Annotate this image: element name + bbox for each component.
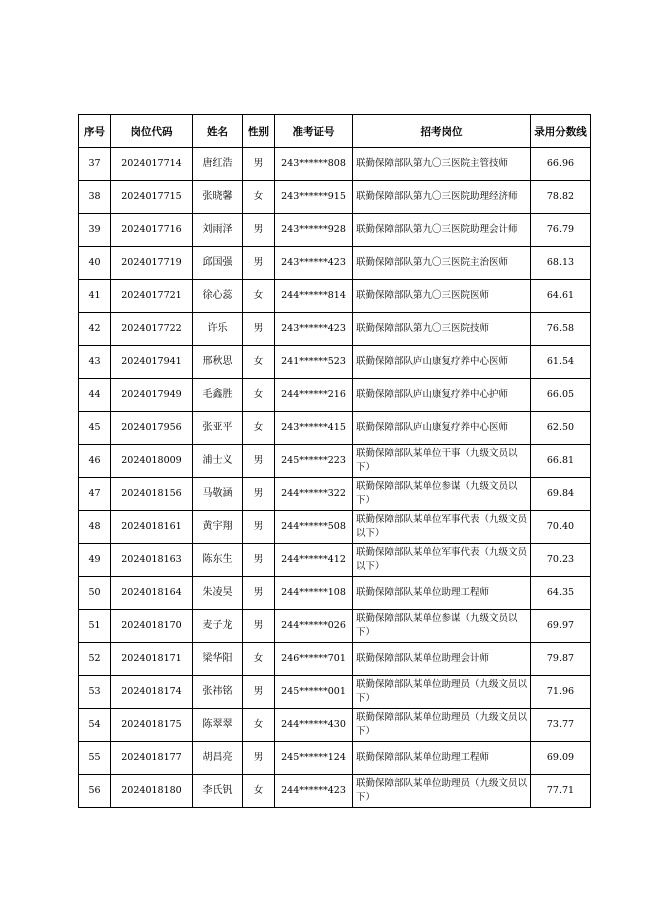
cell-exam-id: 244******508: [275, 511, 353, 544]
table-row: [79, 346, 591, 379]
cell-score: 64.61: [531, 280, 591, 313]
table-row: [79, 577, 591, 610]
cell-gender: 男: [243, 676, 275, 709]
cell-post: 联勤保障部队某单位助理员（九级文员以下）: [353, 709, 531, 742]
cell-post: 联勤保障部队某单位助理会计师: [353, 643, 531, 676]
cell-seq: 47: [79, 478, 111, 511]
cell-name: 浦士义: [193, 445, 243, 478]
table-row: [79, 610, 591, 643]
table-row: [79, 412, 591, 445]
cell-gender: 女: [243, 181, 275, 214]
cell-gender: 女: [243, 775, 275, 808]
cell-seq: 49: [79, 544, 111, 577]
cell-post: 联勤保障部队庐山康复疗养中心护师: [353, 379, 531, 412]
cell-gender: 男: [243, 313, 275, 346]
cell-seq: 39: [79, 214, 111, 247]
cell-gender: 男: [243, 610, 275, 643]
results-table: [78, 114, 591, 808]
cell-name: 陈东生: [193, 544, 243, 577]
table-row: [79, 148, 591, 181]
cell-seq: 45: [79, 412, 111, 445]
cell-post-code: 2024017715: [111, 181, 193, 214]
cell-post-code: 2024018161: [111, 511, 193, 544]
cell-post-code: 2024018177: [111, 742, 193, 775]
cell-score: 69.97: [531, 610, 591, 643]
cell-score: 64.35: [531, 577, 591, 610]
table-row: [79, 742, 591, 775]
cell-name: 陈翠翠: [193, 709, 243, 742]
cell-name: 许乐: [193, 313, 243, 346]
cell-name: 李氏钒: [193, 775, 243, 808]
cell-post: 联勤保障部队某单位助理工程师: [353, 742, 531, 775]
cell-post: 联勤保障部队某单位参谋（九级文员以下）: [353, 478, 531, 511]
cell-name: 张晓馨: [193, 181, 243, 214]
header-post: 招考岗位: [353, 115, 531, 148]
cell-score: 77.71: [531, 775, 591, 808]
table-row: [79, 511, 591, 544]
cell-seq: 55: [79, 742, 111, 775]
cell-score: 68.13: [531, 247, 591, 280]
cell-exam-id: 243******423: [275, 313, 353, 346]
cell-exam-id: 243******423: [275, 247, 353, 280]
cell-post: 联勤保障部队某单位参谋（九级文员以下）: [353, 610, 531, 643]
cell-post: 联勤保障部队某单位军事代表（九级文员以下）: [353, 544, 531, 577]
cell-gender: 男: [243, 478, 275, 511]
cell-name: 黄宇翔: [193, 511, 243, 544]
cell-exam-id: 244******814: [275, 280, 353, 313]
cell-score: 66.96: [531, 148, 591, 181]
cell-exam-id: 244******108: [275, 577, 353, 610]
cell-post-code: 2024018009: [111, 445, 193, 478]
cell-seq: 52: [79, 643, 111, 676]
header-seq: 序号: [79, 115, 111, 148]
table-row: [79, 544, 591, 577]
table-row: [79, 445, 591, 478]
cell-score: 62.50: [531, 412, 591, 445]
cell-post-code: 2024018170: [111, 610, 193, 643]
cell-score: 70.40: [531, 511, 591, 544]
cell-exam-id: 243******808: [275, 148, 353, 181]
cell-post: 联勤保障部队第九〇三医院技师: [353, 313, 531, 346]
cell-name: 刘雨泽: [193, 214, 243, 247]
cell-score: 73.77: [531, 709, 591, 742]
cell-score: 71.96: [531, 676, 591, 709]
cell-gender: 男: [243, 445, 275, 478]
cell-score: 69.09: [531, 742, 591, 775]
cell-name: 张亚平: [193, 412, 243, 445]
table-row: [79, 676, 591, 709]
cell-post-code: 2024017714: [111, 148, 193, 181]
table-row: [79, 379, 591, 412]
cell-name: 胡昌亮: [193, 742, 243, 775]
cell-post: 联勤保障部队某单位助理员（九级文员以下）: [353, 775, 531, 808]
cell-score: 66.05: [531, 379, 591, 412]
cell-gender: 男: [243, 148, 275, 181]
cell-exam-id: 244******322: [275, 478, 353, 511]
cell-exam-id: 243******915: [275, 181, 353, 214]
cell-post: 联勤保障部队某单位军事代表（九级文员以下）: [353, 511, 531, 544]
cell-score: 61.54: [531, 346, 591, 379]
cell-name: 马敬涵: [193, 478, 243, 511]
cell-post: 联勤保障部队第九〇三医院主治医师: [353, 247, 531, 280]
cell-exam-id: 244******423: [275, 775, 353, 808]
cell-post-code: 2024018171: [111, 643, 193, 676]
cell-name: 毛鑫胜: [193, 379, 243, 412]
cell-exam-id: 244******216: [275, 379, 353, 412]
cell-post-code: 2024017716: [111, 214, 193, 247]
cell-post-code: 2024018163: [111, 544, 193, 577]
cell-post: 联勤保障部队庐山康复疗养中心医师: [353, 346, 531, 379]
cell-exam-id: 243******415: [275, 412, 353, 445]
cell-seq: 53: [79, 676, 111, 709]
cell-post: 联勤保障部队某单位干事（九级文员以下）: [353, 445, 531, 478]
cell-post-code: 2024018174: [111, 676, 193, 709]
cell-name: 梁华阳: [193, 643, 243, 676]
cell-post: 联勤保障部队第九〇三医院主管技师: [353, 148, 531, 181]
cell-seq: 48: [79, 511, 111, 544]
cell-exam-id: 246******701: [275, 643, 353, 676]
cell-seq: 50: [79, 577, 111, 610]
cell-gender: 男: [243, 511, 275, 544]
cell-seq: 44: [79, 379, 111, 412]
table-row: [79, 709, 591, 742]
cell-post-code: 2024017956: [111, 412, 193, 445]
cell-seq: 37: [79, 148, 111, 181]
cell-gender: 男: [243, 544, 275, 577]
cell-score: 76.79: [531, 214, 591, 247]
cell-seq: 40: [79, 247, 111, 280]
cell-post-code: 2024017719: [111, 247, 193, 280]
cell-exam-id: 244******412: [275, 544, 353, 577]
cell-post: 联勤保障部队第九〇三医院助理会计师: [353, 214, 531, 247]
cell-score: 66.81: [531, 445, 591, 478]
header-score: 录用分数线: [531, 115, 591, 148]
cell-score: 76.58: [531, 313, 591, 346]
cell-gender: 女: [243, 379, 275, 412]
cell-exam-id: 241******523: [275, 346, 353, 379]
cell-name: 麦子龙: [193, 610, 243, 643]
cell-gender: 女: [243, 346, 275, 379]
header-name: 姓名: [193, 115, 243, 148]
cell-score: 78.82: [531, 181, 591, 214]
table-body: [79, 148, 591, 808]
cell-exam-id: 244******026: [275, 610, 353, 643]
cell-name: 邱国强: [193, 247, 243, 280]
cell-gender: 男: [243, 577, 275, 610]
cell-name: 朱凌昊: [193, 577, 243, 610]
cell-exam-id: 245******223: [275, 445, 353, 478]
cell-gender: 男: [243, 742, 275, 775]
header-row: [79, 115, 591, 148]
header-post-code: 岗位代码: [111, 115, 193, 148]
cell-seq: 38: [79, 181, 111, 214]
cell-post-code: 2024018180: [111, 775, 193, 808]
cell-post-code: 2024018164: [111, 577, 193, 610]
table-row: [79, 313, 591, 346]
cell-score: 69.84: [531, 478, 591, 511]
cell-post: 联勤保障部队某单位助理工程师: [353, 577, 531, 610]
cell-gender: 女: [243, 280, 275, 313]
cell-post: 联勤保障部队庐山康复疗养中心医师: [353, 412, 531, 445]
header-gender: 性别: [243, 115, 275, 148]
cell-gender: 男: [243, 214, 275, 247]
cell-seq: 46: [79, 445, 111, 478]
cell-seq: 42: [79, 313, 111, 346]
cell-seq: 43: [79, 346, 111, 379]
cell-exam-id: 245******001: [275, 676, 353, 709]
cell-post-code: 2024017721: [111, 280, 193, 313]
cell-gender: 女: [243, 412, 275, 445]
table-row: [79, 478, 591, 511]
table-row: [79, 181, 591, 214]
cell-seq: 51: [79, 610, 111, 643]
cell-name: 邢秋思: [193, 346, 243, 379]
cell-seq: 56: [79, 775, 111, 808]
table-row: [79, 775, 591, 808]
cell-name: 徐心蕊: [193, 280, 243, 313]
cell-score: 79.87: [531, 643, 591, 676]
table-row: [79, 214, 591, 247]
cell-exam-id: 245******124: [275, 742, 353, 775]
cell-seq: 41: [79, 280, 111, 313]
cell-post-code: 2024018175: [111, 709, 193, 742]
cell-name: 张祎铭: [193, 676, 243, 709]
cell-gender: 女: [243, 643, 275, 676]
cell-post: 联勤保障部队某单位助理员（九级文员以下）: [353, 676, 531, 709]
header-exam-id: 准考证号: [275, 115, 353, 148]
cell-post: 联勤保障部队第九〇三医院医师: [353, 280, 531, 313]
cell-gender: 男: [243, 247, 275, 280]
cell-exam-id: 244******430: [275, 709, 353, 742]
cell-exam-id: 243******928: [275, 214, 353, 247]
cell-post: 联勤保障部队第九〇三医院助理经济师: [353, 181, 531, 214]
cell-score: 70.23: [531, 544, 591, 577]
cell-post-code: 2024017941: [111, 346, 193, 379]
table-row: [79, 643, 591, 676]
cell-seq: 54: [79, 709, 111, 742]
cell-post-code: 2024018156: [111, 478, 193, 511]
cell-post-code: 2024017722: [111, 313, 193, 346]
cell-gender: 女: [243, 709, 275, 742]
table-row: [79, 280, 591, 313]
cell-name: 唐红浩: [193, 148, 243, 181]
cell-post-code: 2024017949: [111, 379, 193, 412]
table-row: [79, 247, 591, 280]
